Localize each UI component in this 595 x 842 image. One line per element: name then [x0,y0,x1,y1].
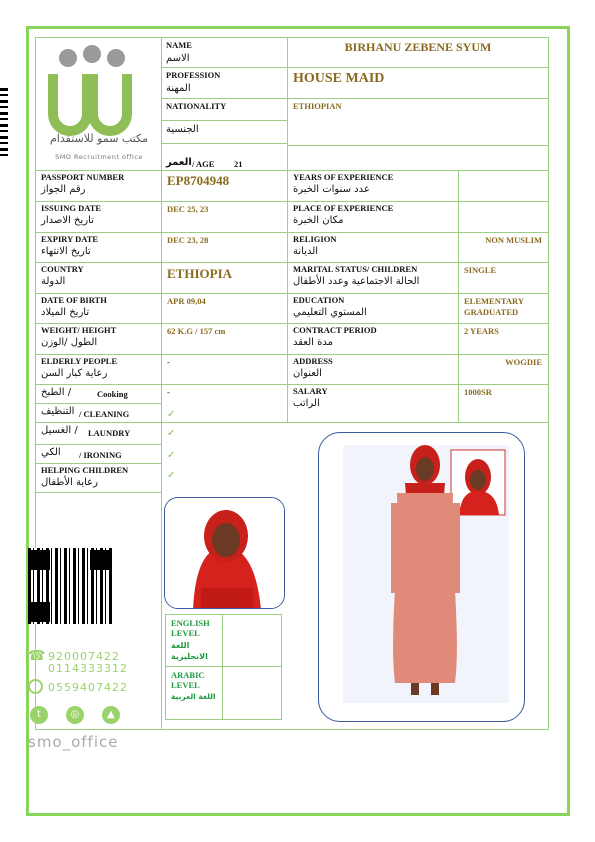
right-row-label-ar: الحالة الاجتماعية وعدد الأطفال [293,276,420,287]
right-row-value: NON MUSLIM [485,235,542,245]
left-row-value: EP8704948 [167,173,230,188]
left-row-value: - [167,357,170,367]
nationality-value: ETHIOPIAN [293,101,342,111]
arabic-level-label-ar: اللغة العربية [171,692,216,701]
left-row-label-ar: رعاية كبار السن [41,368,108,379]
right-row-label: SALARY [293,386,328,396]
logo [38,40,160,168]
left-row-label-ar: الطول /الوزن [41,337,98,348]
right-row-value: WOGDIE [505,357,542,367]
left-row-label-ar: التنظيف [41,406,75,417]
qr-code [28,548,112,624]
name-label: NAME [166,40,192,50]
right-row-label: MARITAL STATUS/ CHILDREN [293,264,418,274]
phone-icon: ☎ [28,648,46,664]
right-row-value: SINGLE [464,265,497,275]
right-row-label-ar: المستوي التعليمي [293,307,367,318]
left-row-value: APR 09,04 [167,296,206,306]
left-row-label-ar: الدولة [41,276,66,287]
left-row-label: COUNTRY [41,264,84,274]
left-row-label: EXPIRY DATE [41,234,99,244]
left-row-label: Cooking [97,389,128,399]
left-row-value: - [167,387,170,397]
right-row-label: RELIGION [293,234,337,244]
english-level-label: ENGLISH LEVEL [171,618,210,638]
left-row-value: ✓ [167,428,176,439]
left-row-label: / CLEANING [79,409,130,419]
right-row-label-ar: مدة العقد [293,337,333,348]
left-row-label: HELPING CHILDREN [41,465,129,475]
age-value: 21 [234,159,243,169]
right-row-label-ar: مكان الخبرة [293,215,344,226]
logo-brand-ar: مكتب سمو للاستقدام [50,132,148,145]
left-row-value: ✓ [167,450,176,461]
left-row-value: DEC 25, 23 [167,204,209,214]
instagram-icon[interactable]: ◎ [66,706,84,724]
left-row-label: DATE OF BIRTH [41,295,107,305]
left-row-label-ar: تاريخ الانتهاء [41,246,91,257]
left-row-label: LAUNDRY [88,428,131,438]
age-label: / AGE [192,159,215,169]
right-row-label-ar: الديانة [293,246,319,257]
profession-value: HOUSE MAID [293,71,385,86]
logo-brand-en: SMO Recruitment office [55,153,143,161]
name-label-ar: الاسم [166,53,190,64]
right-row-value: 2 YEARS [464,326,499,336]
left-row-label-ar: رقم الجواز [41,184,86,195]
left-row-label-ar: تاريخ الاصدار [41,215,94,226]
nationality-label-ar: الجنسية [166,124,199,135]
age-label-ar: العمر [166,157,192,168]
profession-label-ar: المهنة [166,83,191,94]
english-level-label-ar: اللغة الانجليزية [171,641,208,661]
left-row-label-ar: الغسيل / [41,425,78,436]
phone-2: 0114333312 [48,662,128,675]
full-body-image [319,433,525,722]
right-row-label: EDUCATION [293,295,345,305]
left-row-value: DEC 23, 28 [167,235,209,245]
right-row-value: 1000SR [464,387,492,397]
profession-label: PROFESSION [166,70,221,80]
left-row-value: ✓ [167,470,176,481]
snapchat-icon[interactable]: ▲ [102,706,120,724]
portrait-image [165,498,285,609]
right-row-label: PLACE OF EXPERIENCE [293,203,394,213]
left-row-value: ✓ [167,409,176,420]
whatsapp-number: 0559407422 [48,681,128,694]
left-row-label: ISSUING DATE [41,203,102,213]
right-row-label: ADDRESS [293,356,333,366]
portrait-photo [164,497,285,609]
left-row-label-ar: تاريخ الميلاد [41,307,90,318]
left-row-label: PASSPORT NUMBER [41,172,125,182]
left-row-label-ar: الطبخ / [41,387,72,398]
right-row-value: ELEMENTARY GRADUATED [464,296,524,317]
right-row-label-ar: عدد سنوات الخبرة [293,184,370,195]
full-body-photo [318,432,525,722]
right-row-label-ar: الراتب [293,398,320,409]
name-value: BIRHANU ZEBENE SYUM [344,40,492,54]
left-row-label: ELDERLY PEOPLE [41,356,118,366]
whatsapp-icon [28,679,43,694]
logo-icon [38,40,160,168]
left-row-label-ar: الكي [41,447,61,458]
left-row-label: / IRONING [79,450,122,460]
side-barcode-marks [0,88,8,160]
left-row-value: ETHIOPIA [167,266,233,281]
right-row-label-ar: العنوان [293,368,322,379]
right-row-label: CONTRACT PERIOD [293,325,377,335]
arabic-level-label: ARABIC LEVEL [171,670,205,690]
right-row-label: YEARS OF EXPERIENCE [293,172,394,182]
phone-1: 920007422 [48,650,120,663]
twitter-icon[interactable]: t [30,706,48,724]
left-row-label-ar: رعاية الأطفال [41,477,98,488]
nationality-label: NATIONALITY [166,101,227,111]
left-row-label: WEIGHT/ HEIGHT [41,325,117,335]
left-row-value: 62 K.G / 157 cm [167,326,226,336]
social-handle: smo_office [28,733,119,751]
